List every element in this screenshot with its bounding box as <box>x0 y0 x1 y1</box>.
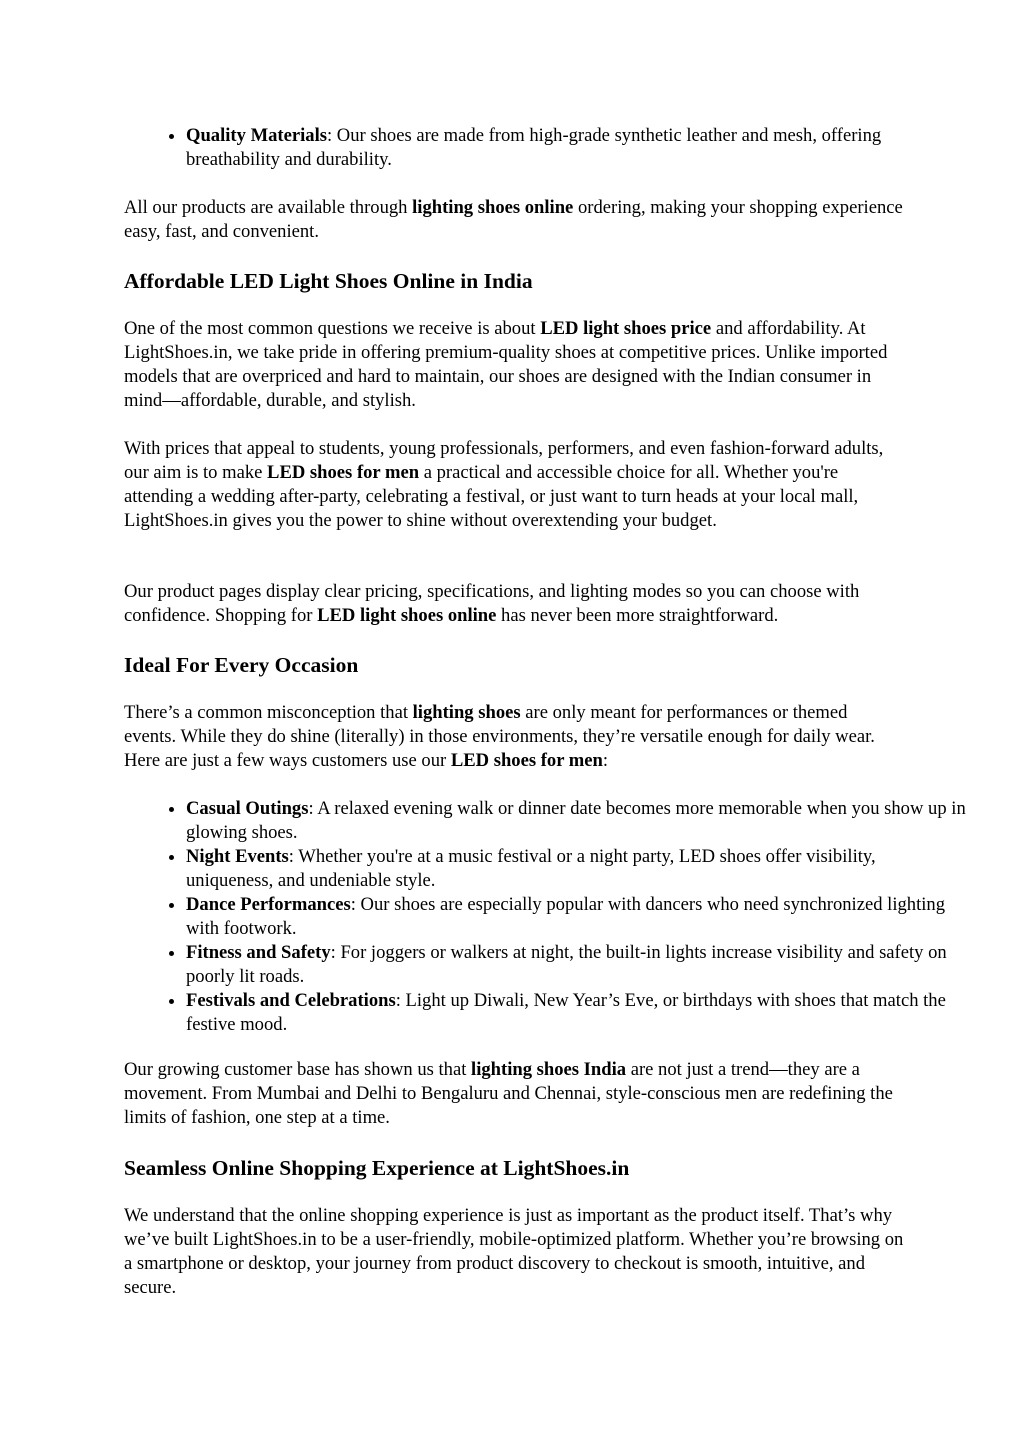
paragraph-price <box>124 317 904 413</box>
text-run: are only meant for performances or themed events. While they do shine (literally) in those environments, they’re versatile enough for daily wear. Here are just a few ways customers use our <box>124 702 875 771</box>
list-item-text: : Our shoes are made from high-grade synthetic leather and mesh, offering breathability and durability. <box>186 125 882 170</box>
text-run: ordering, making your shopping experience easy, fast, and convenient. <box>124 197 903 242</box>
text-run: There’s a common misconception that <box>124 702 413 723</box>
paragraph-availability <box>124 196 904 244</box>
list-item-term: Dance Performances <box>186 894 351 915</box>
occasions-list <box>124 797 966 1037</box>
text-run: One of the most common questions we receive is about <box>124 318 541 339</box>
section-heading-occasions: Ideal For Every Occasion <box>124 653 359 677</box>
list-item-term: Quality Materials <box>186 125 327 146</box>
list-item-term: Fitness and Safety <box>186 942 331 963</box>
list-item-term: Casual Outings <box>186 798 309 819</box>
bold-keyword: lighting shoes online <box>412 197 574 218</box>
list-item <box>186 989 966 1037</box>
list-item <box>186 845 966 893</box>
list-item <box>186 124 966 172</box>
paragraph-shopping-experience: We understand that the online shopping experience is just as important as the product itself. That’s why we’ve built LightShoes.in to be a user-friendly, mobile-optimized platform. Whether you’re browsing on a smartphone or desktop, your journey from product discovery to checkout is smooth, intuitive, and secure. <box>124 1205 904 1298</box>
section-heading-affordable: Affordable LED Light Shoes Online in India <box>124 269 533 293</box>
text-run: Our product pages display clear pricing, specifications, and lighting modes so you can choose with confidence. Shopping for <box>124 581 860 626</box>
bold-keyword: LED shoes for men <box>267 462 420 483</box>
text-run: : <box>602 750 609 771</box>
bold-keyword: lighting shoes <box>412 702 521 723</box>
list-item <box>186 893 966 941</box>
list-item-term: Night Events <box>186 846 289 867</box>
paragraph-customer-base <box>124 1058 904 1130</box>
bold-keyword: LED light shoes price <box>540 318 712 339</box>
list-item-text: : Whether you're at a music festival or a night party, LED shoes offer visibility, uniqueness, and undeniable style. <box>186 846 876 891</box>
bold-keyword: LED shoes for men <box>450 750 603 771</box>
text-run: and affordability. At LightShoes.in, we take pride in offering premium-quality shoes at competitive prices. Unlike imported models that are overpriced and hard to maintain, our shoes are designed with the Indian consumer in mind—affordable, durable, and stylish. <box>124 318 888 411</box>
features-list <box>124 124 966 172</box>
bold-keyword: lighting shoes India <box>471 1059 627 1080</box>
list-item-term: Festivals and Celebrations <box>186 990 396 1011</box>
text-run: With prices that appeal to students, young professionals, performers, and even fashion-forward adults, our aim is to make <box>124 438 884 483</box>
list-item-text: : Light up Diwali, New Year’s Eve, or birthdays with shoes that match the festive mood. <box>186 990 946 1035</box>
text-run: Our growing customer base has shown us that <box>124 1059 472 1080</box>
paragraph-misconception <box>124 701 904 773</box>
list-item-text: : For joggers or walkers at night, the built-in lights increase visibility and safety on poorly lit roads. <box>186 942 947 987</box>
bold-keyword: LED light shoes online <box>317 605 497 626</box>
section-heading-shopping: Seamless Online Shopping Experience at LightShoes.in <box>124 1156 630 1180</box>
list-item-text: : A relaxed evening walk or dinner date becomes more memorable when you show up in glowing shoes. <box>186 798 966 843</box>
paragraph-product-pages <box>124 580 904 628</box>
text-run: has never been more straightforward. <box>496 605 779 626</box>
list-item <box>186 941 966 989</box>
list-item-text: : Our shoes are especially popular with dancers who need synchronized lighting with footwork. <box>186 894 946 939</box>
text-run: are not just a trend—they are a movement. From Mumbai and Delhi to Bengaluru and Chennai, style-conscious men are redefining the limits of fashion, one step at a time. <box>124 1059 893 1128</box>
text-run: a practical and accessible choice for all. Whether you're attending a wedding after-party, celebrating a festival, or just want to turn heads at your local mall, LightShoes.in gives you the power to shine without overextending your budget. <box>124 462 859 531</box>
list-item <box>186 797 966 845</box>
paragraph-audience <box>124 437 904 533</box>
text-run: All our products are available through <box>124 197 413 218</box>
